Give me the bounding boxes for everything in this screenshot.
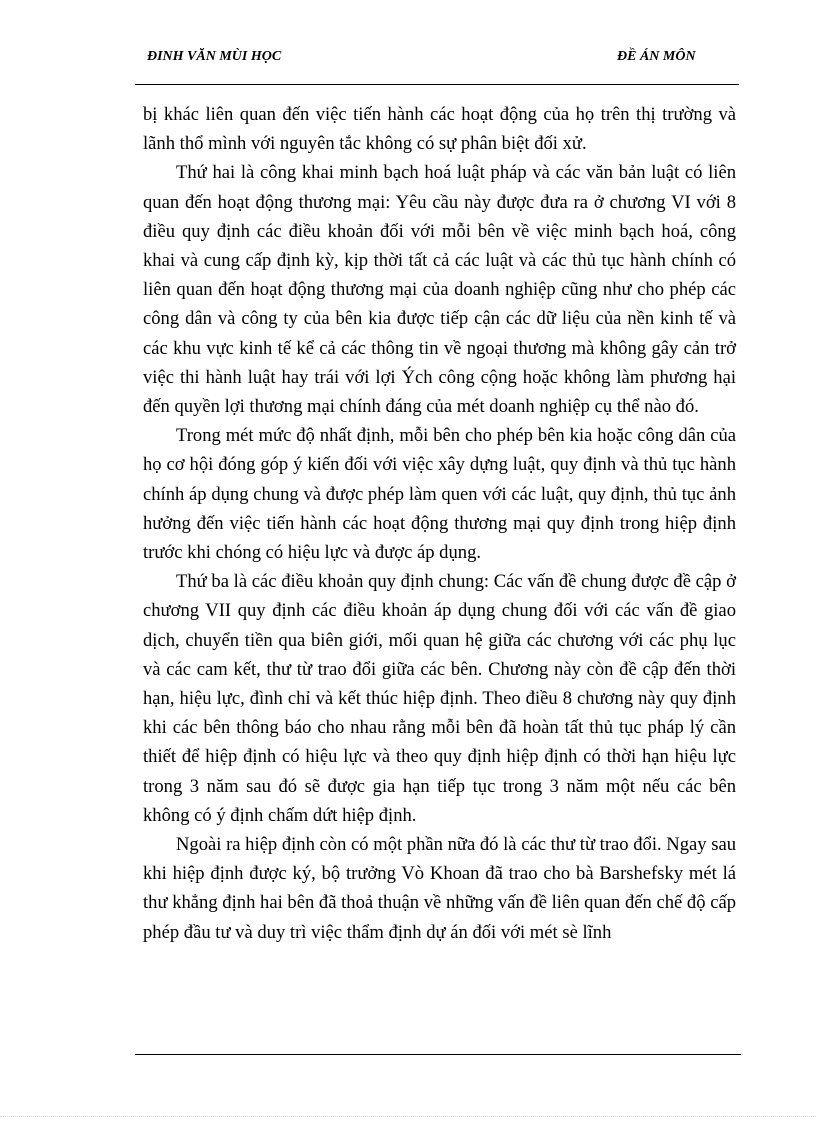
- footer-divider: [135, 1054, 741, 1055]
- header-title: ĐỀ ÁN MÔN: [617, 49, 696, 64]
- page-bottom-border: [0, 1116, 816, 1117]
- paragraph-continuation: bị khác liên quan đến việc tiến hành các hoạt động của họ trên thị trường và lãnh thổ mình với nguyên tắc không có sự phân biệt đối xử.: [143, 104, 736, 155]
- body-text: [143, 100, 736, 947]
- paragraph-exchange-letters: Ngoài ra hiệp định còn có một phần nữa đó là các thư từ trao đổi. Ngay sau khi hiệp định được ký, bộ trưởng Vò Khoan đã trao cho bà Barshefsky mét lá thư khẳng định hai bên đã thoả thuận về những vấn đề liên quan đến chế độ cấp phép đầu tư và duy trì việc thẩm định dự án đối với mét sè lĩnh: [143, 834, 737, 943]
- page-header: [135, 46, 739, 85]
- paragraph-transparency: Thứ hai là công khai minh bạch hoá luật pháp và các văn bản luật có liên quan đến hoạt động thương mại: Yêu cầu này được đưa ra ở chương VI với 8 điều quy định các điều khoản đối với mỗi bên về việc minh bạch hoá, công khai và cung cấp định kỳ, kịp thời tất cả các luật và các thủ tục hành chính có liên quan đến hoạt động thương mại của doanh nghiệp cũng như cho phép các công dân và công ty của bên kia được tiếp cận các dữ liệu của nền kinh tế và các khu vực kinh tế kể cả các thông tin về ngoại thương mà không gây cản trở việc thi hành luật hay trái với lợi Ých công cộng hoặc không làm phương hại đến quyền lợi thương mại chính đáng của mét doanh nghiệp cụ thể nào đó.: [143, 162, 736, 418]
- header-author: ĐINH VĂN MÙI HỌC: [147, 49, 282, 64]
- paragraph-general-provisions: Thứ ba là các điều khoản quy định chung: Các vấn đề chung được đề cập ở chương VII quy định các điều khoản áp dụng chung đối với các vấn đề giao dịch, chuyển tiền qua biên giới, mối quan hệ giữa các chương với các phụ lục và các cam kết, thư từ trao đổi giữa các bên. Chương này còn đề cập đến thời hạn, hiệu lực, đình chỉ và kết thúc hiệp định. Theo điều 8 chương này quy định khi các bên thông báo cho nhau rằng mỗi bên đã hoàn tất thủ tục pháp lý cần thiết để hiệp định có hiệu lực và theo quy định hiệp định có thời hạn hiệu lực trong 3 năm sau đó sẽ được gia hạn tiếp tục trong 3 năm một nếu các bên không có ý định chấm dứt hiệp định.: [143, 571, 736, 826]
- paragraph-public-comment: Trong mét mức độ nhất định, mỗi bên cho phép bên kia hoặc công dân của họ cơ hội đóng góp ý kiến đối với việc xây dựng luật, quy định và thủ tục hành chính áp dụng chung và được phép làm quen với các luật, quy định, thủ tục ảnh hưởng đến việc tiến hành các hoạt động thương mại quy định trong hiệp định trước khi chóng có hiệu lực và được áp dụng.: [143, 425, 736, 564]
